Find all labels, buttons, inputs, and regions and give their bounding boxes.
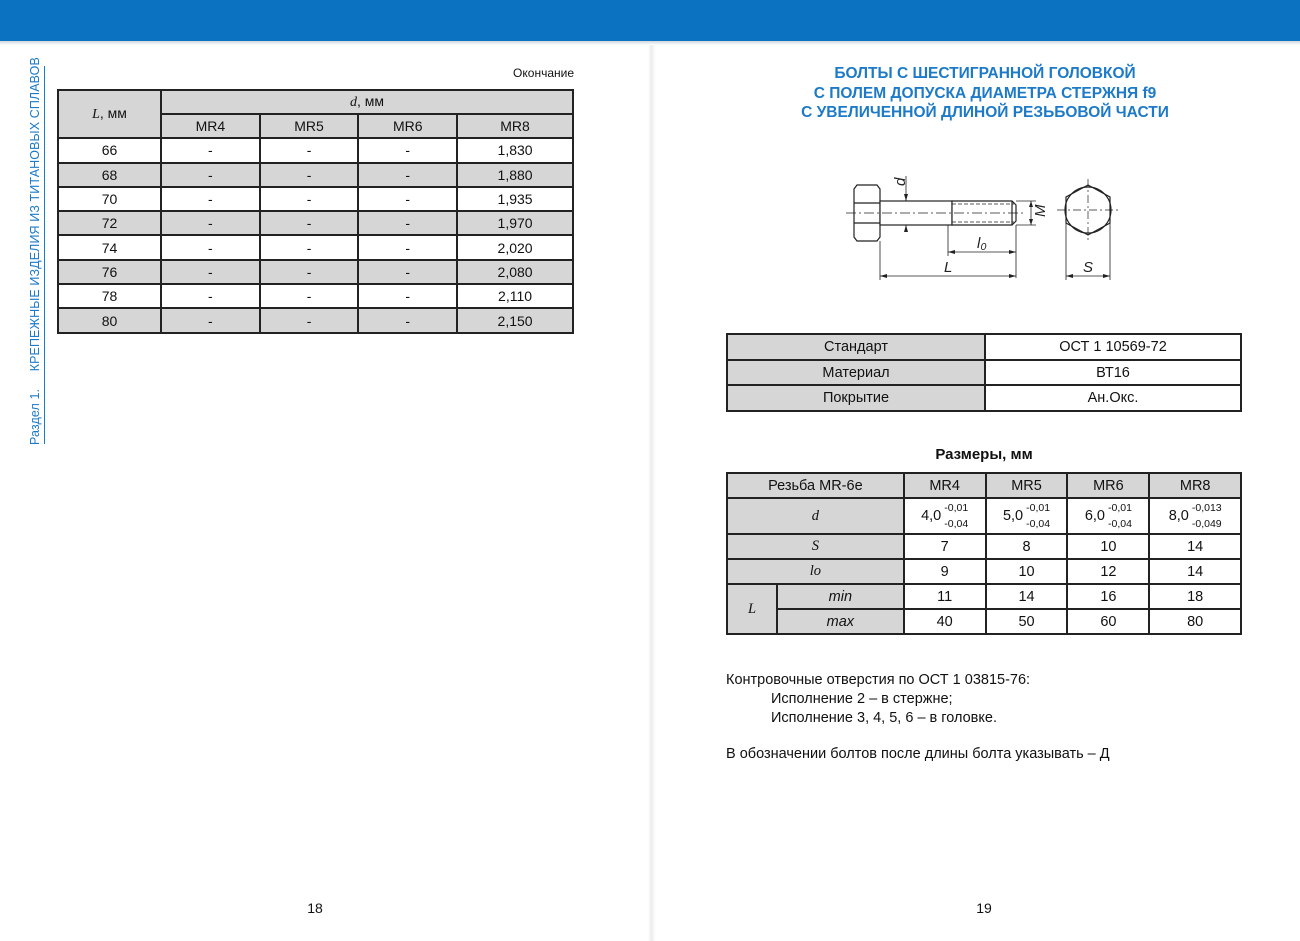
label-d: d <box>892 177 909 186</box>
table-row <box>727 360 1241 386</box>
header-d: d, мм <box>161 90 573 114</box>
table-row: 68 - - - 1,880 <box>58 163 573 187</box>
table-row: 80 - - - 2,150 <box>58 308 573 332</box>
header-band <box>0 0 1300 41</box>
table-row: 66 - - - 1,830 <box>58 138 573 162</box>
section-title: КРЕПЕЖНЫЕ ИЗДЕЛИЯ ИЗ ТИТАНОВЫХ СПЛАВОВ <box>28 57 42 372</box>
thread-header: MR5 <box>986 473 1068 498</box>
d-value: 8,0 -0,013 -0,049 <box>1149 498 1241 534</box>
spec-value: ВТ16 <box>985 360 1241 386</box>
spec-label: Материал <box>727 360 985 386</box>
thread-header: MR6 <box>1067 473 1149 498</box>
continuation-label: Окончание <box>513 66 574 80</box>
row-label-min: min <box>777 584 904 609</box>
table-row <box>727 385 1241 411</box>
thread-header: MR8 <box>1149 473 1241 498</box>
thread-label: Резьба MR-6e <box>727 473 904 498</box>
table-row <box>727 498 1241 534</box>
row-label-S: S <box>727 534 904 559</box>
section-number: Раздел 1. <box>28 388 42 445</box>
label-l0: l₀ <box>977 235 987 252</box>
spec-table <box>726 333 1242 412</box>
table-row: max 40 50 60 80 <box>727 609 1241 634</box>
page-gutter <box>648 45 656 941</box>
mass-table <box>57 89 574 334</box>
header-thread: MR4 <box>161 114 260 138</box>
row-label-d: d <box>727 498 904 534</box>
header-thread: MR6 <box>358 114 457 138</box>
page-title: БОЛТЫ С ШЕСТИГРАННОЙ ГОЛОВКОЙ С ПОЛЕМ ДОПУСКА ДИАМЕТРА СТЕРЖНЯ f9 С УВЕЛИЧЕННОЙ ДЛИНОЙ РЕЗЬБОВОЙ ЧАСТИ <box>801 65 1169 121</box>
sizes-title: Размеры, мм <box>935 446 1033 463</box>
sizes-table <box>726 472 1242 635</box>
table-row: 76 - - - 2,080 <box>58 260 573 284</box>
table-row <box>727 473 1241 498</box>
label-S: S <box>1083 259 1094 276</box>
label-M: M <box>1032 204 1049 217</box>
table-row: L min 11 14 16 18 <box>727 584 1241 609</box>
d-value: 6,0 -0,01 -0,04 <box>1067 498 1149 534</box>
locking-holes-note: Контровочные отверстия по ОСТ 1 03815-76: Исполнение 2 – в стержне; Исполнение 3, 4, 5, 6 – в головке. <box>726 672 1031 726</box>
spec-value: ОСТ 1 10569-72 <box>985 334 1241 360</box>
table-row: lo 9 10 12 14 <box>727 559 1241 584</box>
side-label-line <box>44 66 45 444</box>
row-label-L: L <box>727 584 777 634</box>
spec-label: Стандарт <box>727 334 985 360</box>
designation-note: В обозначении болтов после длины болта указывать – Д <box>726 746 1110 762</box>
spec-label: Покрытие <box>727 385 985 411</box>
table-row: 70 - - - 1,935 <box>58 187 573 211</box>
table-row <box>727 334 1241 360</box>
d-value: 5,0 -0,01 -0,04 <box>986 498 1068 534</box>
row-label-l0: lo <box>727 559 904 584</box>
header-L: L, мм <box>58 90 161 138</box>
bolt-drawing <box>840 170 1140 285</box>
thread-header: MR4 <box>904 473 986 498</box>
page-number-left: 18 <box>307 900 323 916</box>
header-thread: MR5 <box>260 114 359 138</box>
table-row: 78 - - - 2,110 <box>58 284 573 308</box>
d-value: 4,0 -0,01 -0,04 <box>904 498 986 534</box>
spec-value: Ан.Окс. <box>985 385 1241 411</box>
table-row: S 7 8 10 14 <box>727 534 1241 559</box>
header-thread: MR8 <box>457 114 573 138</box>
page-number-right: 19 <box>976 900 992 916</box>
table-row: 74 - - - 2,020 <box>58 235 573 259</box>
section-side-label <box>28 57 42 445</box>
table-row: 72 - - - 1,970 <box>58 211 573 235</box>
row-label-max: max <box>777 609 904 634</box>
label-L: L <box>944 259 953 276</box>
